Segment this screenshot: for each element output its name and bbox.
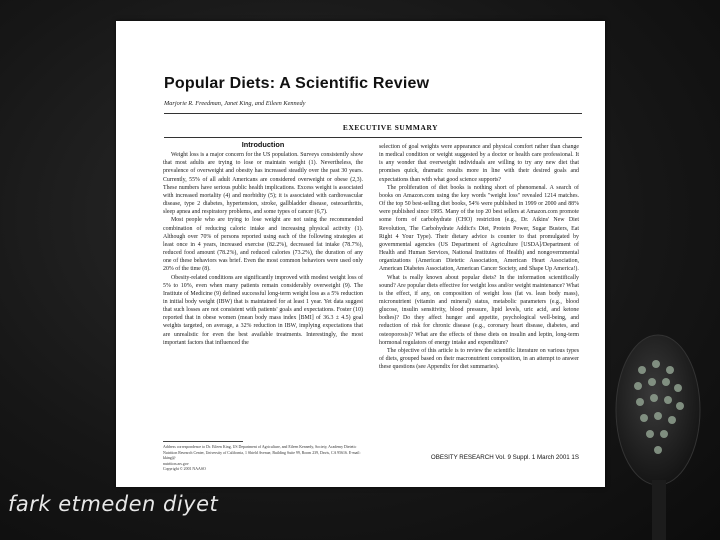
paragraph: Most people who are trying to lose weight are not using the recommended combination of reducing caloric intake and increasing physical activity (1). Although over 70% of persons reported using each of the following strategies at least once in 4 years, increased exercise (82.2%), decreased fat intake (78.7%), reduced food amount (78.2%), and reduced calories (73.2%), the duration of any one of these behaviors was brief. Even the most common behaviors were used only 20% of the time (8).	[163, 217, 363, 273]
brand-tagline: fark etmeden diyet	[8, 492, 219, 516]
document-title: Popular Diets: A Scientific Review	[164, 75, 430, 92]
section-heading: EXECUTIVE SUMMARY	[342, 123, 439, 132]
footnote-line: Copyright © 2001 NAASO	[163, 467, 206, 471]
footnote-line: Address correspondence to Dr. Eileen King, US Department of Agriculture, and Eileen Kennedy, Society, Academy Dietetic Nutrition Research Center, University of California, 1 Shield Avenue, Building Suite 99, Room 239, Davis, CA 95616. E-mail: kking@	[163, 445, 361, 460]
paragraph: Obesity-related conditions are significantly improved with modest weight loss of 5% to 10%, even when many patients remain considerably overweight (9). The Institute of Medicine (9) defined successful long-term weight loss as a 5% reduction in initial body weight (IBW) that is maintained for at least 1 year. Yet data suggest that such losses are not consistent with patients' goals and expectations. Foster (10) reported that in obese women (mean body mass index [BMI] of 36.3 ± 4.5) goal weights targeted, on average, a 32% reduction in IBW, implying expectations that are unrealistic for even the best available treatments. Interestingly, the most important factors that influenced the	[163, 274, 363, 346]
intro-heading: Introduction	[241, 140, 285, 149]
journal-footer: OBESITY RESEARCH Vol. 9 Suppl. 1 March 2001 1S	[430, 454, 579, 461]
paragraph: What is really known about popular diets? In the information scientifically sound? Are popular diets effective for weight loss and/or weight maintenance? What is the effect, if any, on composition of weight loss (fat vs. lean body mass), micronutrient (vitamin and mineral) status, metabolic parameters (e.g., blood glucose, insulin sensitivity, blood pressure, lipid levels, uric acid, and ketone bodies)? Do they affect hunger and appetite, psychological well-being, and reduction of risk for chronic disease (e.g., coronary heart disease, diabetes, and osteoporosis)? What are the effects of these diets on insulin and leptin, long-term hormonal regulators of energy intake and expenditure?	[379, 274, 579, 346]
footnote-line: nutrition.ars.gov	[163, 461, 189, 466]
paragraph: The proliferation of diet books is nothing short of phenomenal. A search of books on Amazon.com using the key words "weight loss" revealed 1214 matches. Of the top 50 best-selling diet books, 54% were published in 1999 or 2000 and 88% were published since 1995. Many of the top 20 best sellers at Amazon.com promote some form of carbohydrate (CHO) restriction (e.g., Dr. Atkins' New Diet Revolution, The Carbohydrate Addict's Diet, Protein Power, Sugar Busters, Eat Right 4 Your Type). Their dietary advice is counter to that promulgated by governmental agencies (US Department of Agriculture [USDA]/Department of Health and Human Services, National Institutes of Health) and nongovernmental organizations (American Dietetic Association, American Heart Association, American Diabetes Association, American Cancer Society, and Shape Up America!).	[379, 184, 579, 273]
title-rule	[164, 113, 582, 114]
document-page	[116, 21, 605, 487]
document-authors: Marjorie R. Freedman, Janet King, and Eileen Kennedy	[164, 100, 306, 107]
paragraph: Weight loss is a major concern for the US population. Surveys consistently show that most adults are trying to lose or maintain weight (1). Nevertheless, the prevalence of overweight and obesity has increased steadily over the past 30 years. Currently, 55% of all adult Americans are considered overweight or obese (2,3). These numbers have serious public health implications. Excess weight is associated with increased mortality (4) and morbidity (5); it is associated with cardiovascular disease, type 2 diabetes, hypertension, stroke, gallbladder disease, osteoarthritis, sleep apnea and respiratory problems, and some types of cancer (6,7).	[163, 152, 363, 216]
section-rule	[164, 137, 582, 138]
left-column	[163, 141, 363, 347]
right-column	[379, 143, 579, 371]
paragraph: The objective of this article is to review the scientific literature on various types of diets, grouped based on their macronutrient composition, in an attempt to answer these questions (see Appendix for diet summaries).	[379, 347, 579, 371]
spoon-decoration	[598, 330, 708, 540]
paragraph: selection of goal weights were appearance and physical comfort rather than change in medical condition or weight suggested by a doctor or health care professional. It is any wonder that overweight individuals are willing to try any new diet that promises quick, dramatic results more in line with their desired goals and expectations than with what good science supports?	[379, 144, 579, 183]
footnote-rule	[163, 441, 243, 442]
footnote	[163, 445, 363, 473]
